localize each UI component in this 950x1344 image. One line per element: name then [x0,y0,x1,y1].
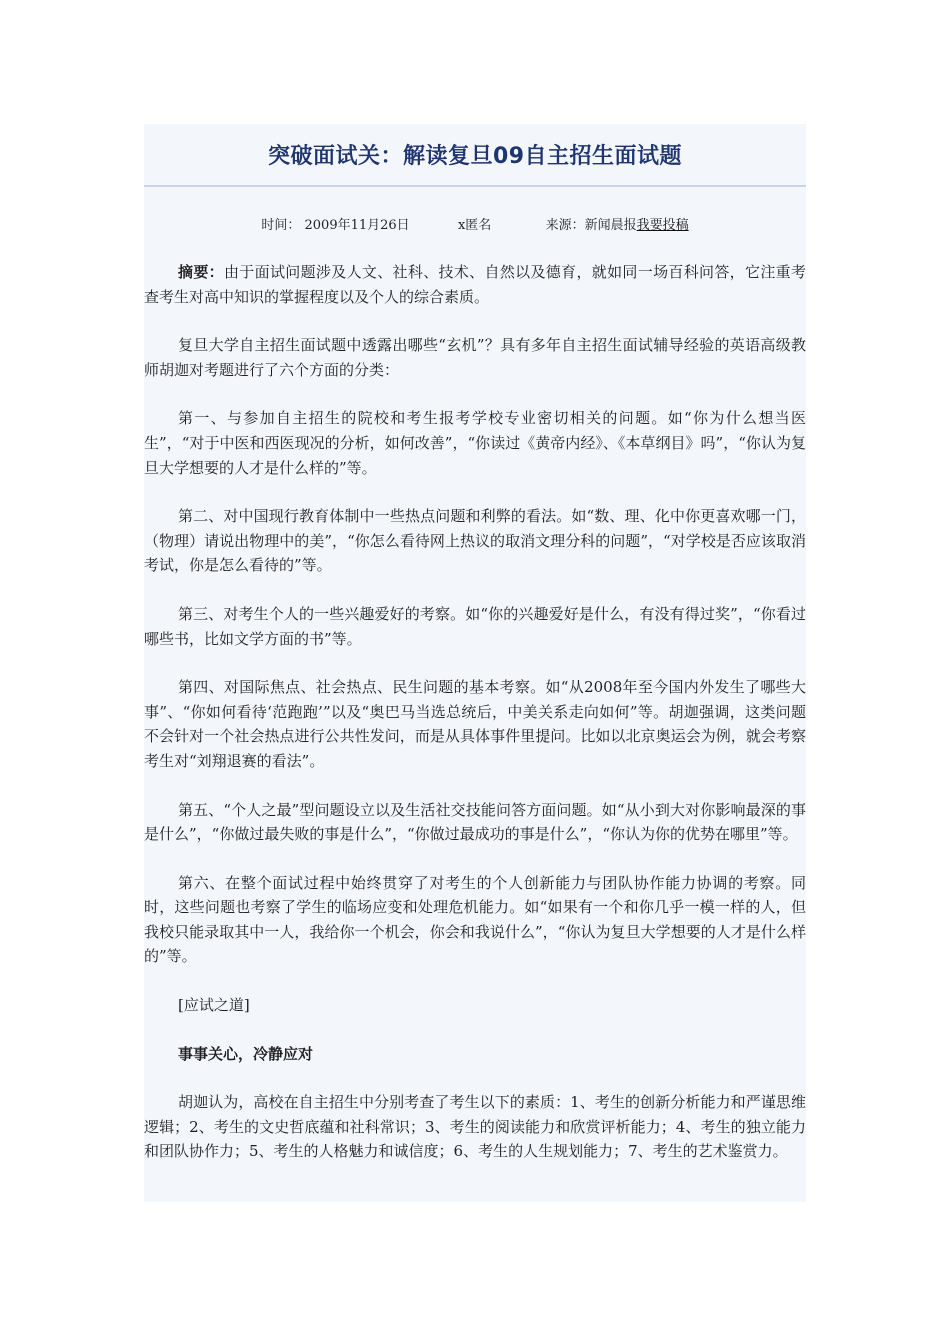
body-paragraph: 第三、对考生个人的一些兴趣爱好的考察。如“你的兴趣爱好是什么，有没有得过奖”，“你看过哪些书，比如文学方面的书”等。 [144,604,806,648]
source-label: 来源：新闻晨报 [545,218,637,233]
body-paragraph: 第二、对中国现行教育体制中一些热点问题和利弊的看法。如“数、理、化中你更喜欢哪一门，（物理）请说出物理中的美”，“你怎么看待网上热议的取消文理分科的问题”，“对学校是否应该取消考试，你是怎么看待的”等。 [144,507,806,575]
submit-article-link[interactable]: 我要投稿 [636,218,689,233]
time-label: 时间： [261,218,301,233]
article-container [144,124,806,1202]
body-paragraph-final: 胡迦认为，高校在自主招生中分别考查了考生以下的素质：1、考生的创新分析能力和严谨思维逻辑；2、考生的文史哲底蕴和社科常识；3、考生的阅读能力和欣赏评析能力；4、考生的独立能力和团队协作力；5、考生的人格魅力和诚信度；6、考生的人生规划能力；7、考生的艺术鉴赏力。 [144,1093,806,1161]
body-paragraph: 第一、与参加自主招生的院校和考生报考学校专业密切相关的问题。如“你为什么想当医生”，“对于中医和西医现况的分析，如何改善”，“你读过《黄帝内经》、《本草纲目》吗”，“你认为复旦大学想要的人才是什么样的”等。 [144,409,806,477]
summary-paragraph [144,260,806,309]
body-paragraph: 第六、在整个面试过程中始终贯穿了对考生的个人创新能力与团队协作能力协调的考察。同时，这些问题也考察了学生的临场应变和处理危机能力。如“如果有一个和你几乎一模一样的人，但我校只能录取其中一人，我给你一个机会，你会和我说什么”，“你认为复旦大学想要的人才是什么样的”等。 [144,873,806,966]
title-bar [144,124,806,187]
sub-heading: 事事关心，冷静应对 [178,1044,314,1063]
article-title: 突破面试关：解读复旦09自主招生面试题 [267,144,683,169]
summary-label: 摘要： [178,263,224,281]
body-paragraph: 复旦大学自主招生面试题中透露出哪些“玄机”？具有多年自主招生面试辅导经验的英语高级教师胡迦对考题进行了六个方面的分类： [144,336,806,379]
summary-text: 由于面试问题涉及人文、社科、技术、自然以及德育，就如同一场百科问答，它注重考查考生对高中知识的掌握程度以及个人的综合素质。 [144,263,806,306]
body-paragraph: 第五、“个人之最”型问题设立以及生活社交技能问答方面问题。如“从小到大对你影响最深的事是什么”，“你做过最失败的事是什么”，“你做过最成功的事是什么”，“你认为你的优势在哪里”等。 [144,800,806,844]
author: x匿名 [457,218,492,233]
section-heading: [应试之道] [178,996,250,1015]
article-meta [144,214,806,233]
time-value: 2009年11月26日 [304,218,410,233]
body-paragraph: 第四、对国际焦点、社会热点、民生问题的基本考察。如“从2008年至今国内外发生了哪些大事”、“你如何看待‘范跑跑’”以及“奥巴马当选总统后，中美关系走向如何”等。胡迦强调，这类问题不会针对一个社会热点进行公共性发问，而是从具体事件里提问。比如以北京奥运会为例，就会考察考生对“刘翔退赛的看法”。 [144,678,806,770]
article-body [144,260,806,1164]
